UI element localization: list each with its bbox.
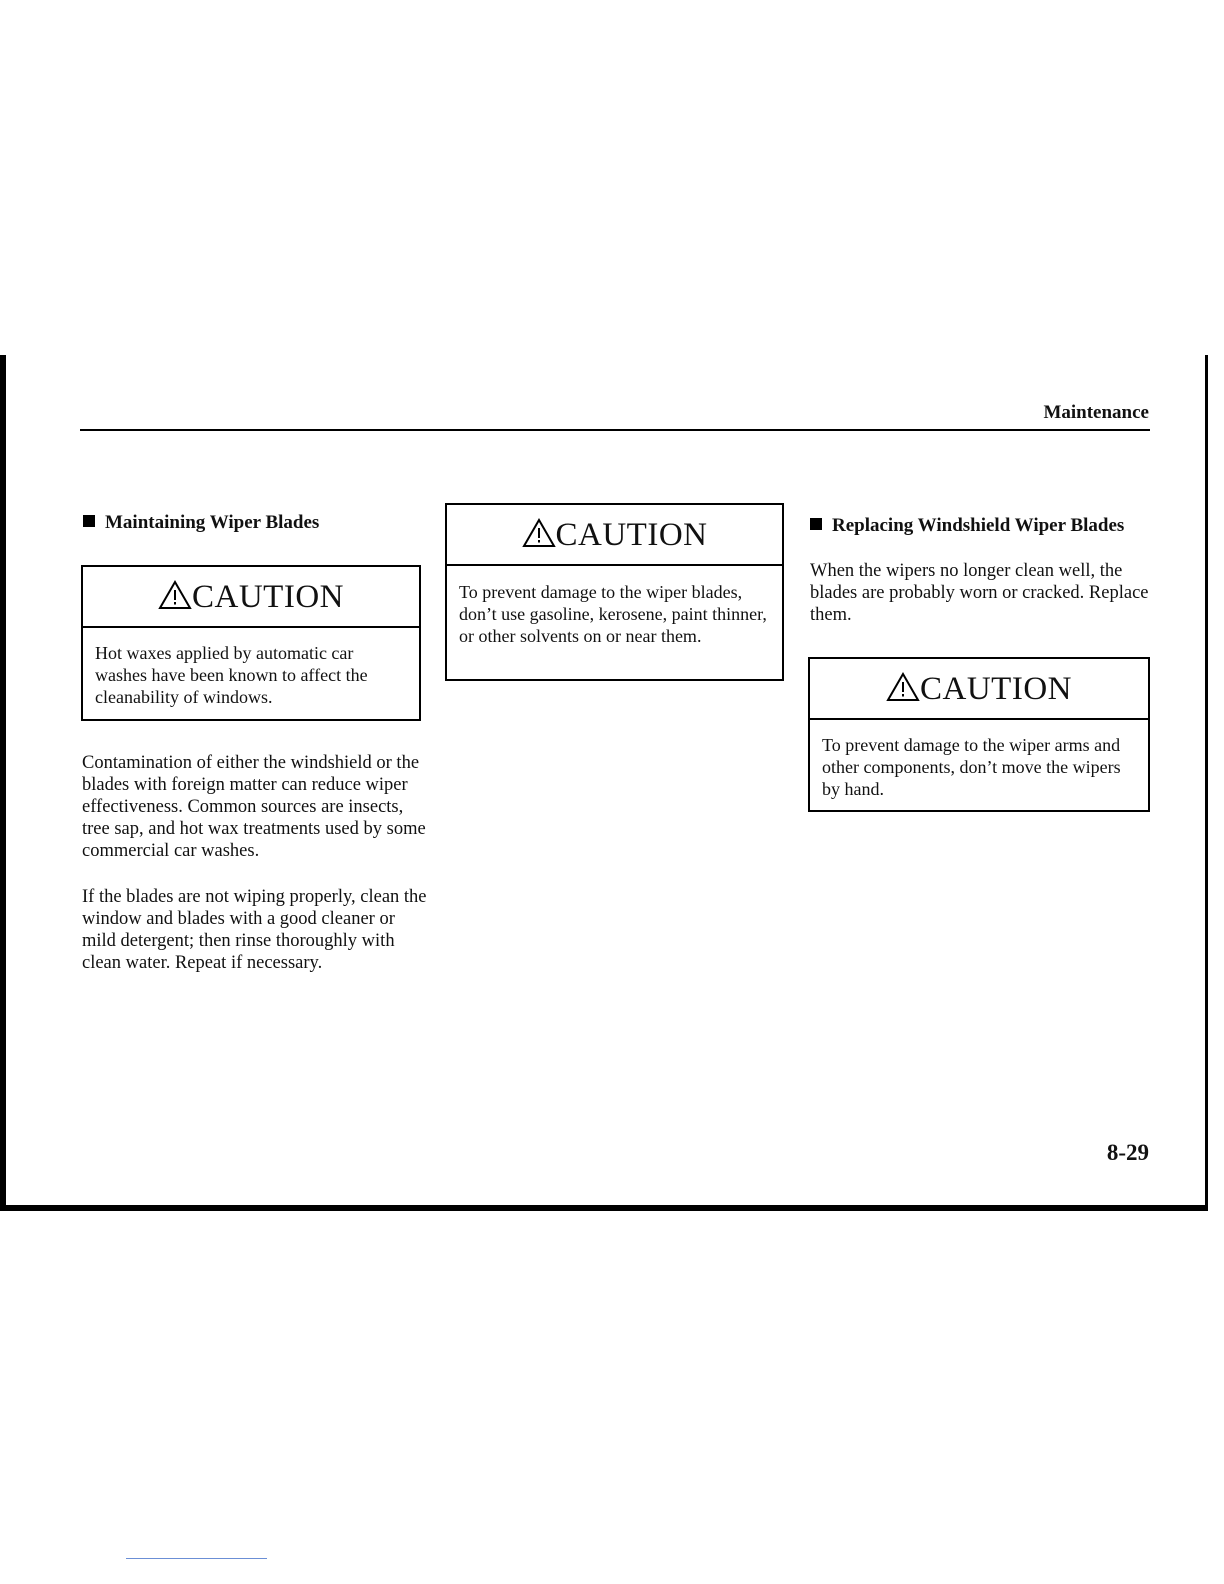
bullet-icon [83, 515, 95, 527]
paragraph-cleaning: If the blades are not wiping properly, clean the window and blades with a good cleaner or mild detergent; then rinse thoroughly with clean water. Repeat if necessary. [82, 887, 427, 973]
paragraph-contamination: Contamination of either the windshield or the blades with foreign matter can reduce wiper effectiveness. Common sources are insects, tree sap, and hot wax treatments used by some commercial car washes. [82, 753, 426, 861]
caution-box-solvents [445, 503, 784, 681]
caution-header [447, 505, 782, 566]
paragraph-replacing: When the wipers no longer clean well, the blades are probably worn or cracked. Replace them. [810, 561, 1149, 625]
heading-maintaining-wiper-blades [83, 512, 319, 534]
caution-header [810, 659, 1148, 720]
caution-title: CAUTION [920, 671, 1072, 707]
heading-text: Replacing Windshield Wiper Blades [832, 515, 1125, 536]
section-title: Maintenance [1043, 402, 1149, 423]
caution-header [83, 567, 419, 628]
caution-text: Hot waxes applied by automatic car washes have been known to affect the cleanability of windows. [95, 643, 368, 707]
caution-text: To prevent damage to the wiper arms and other components, don’t move the wipers by hand. [822, 735, 1121, 799]
heading-text: Maintaining Wiper Blades [105, 512, 320, 533]
caution-box-hot-waxes [81, 565, 421, 721]
warning-triangle-icon [886, 672, 920, 702]
caution-box-wiper-arms [808, 657, 1150, 812]
caution-title: CAUTION [555, 517, 708, 553]
warning-triangle-icon [158, 580, 192, 610]
heading-replacing-wiper-blades [810, 515, 1124, 537]
warning-triangle-icon [522, 518, 556, 548]
page-number: 8-29 [1106, 1140, 1149, 1165]
caution-text: To prevent damage to the wiper blades, don’t use gasoline, kerosene, paint thinner, or other solvents on or near them. [459, 582, 767, 646]
header-rule [80, 429, 1150, 431]
caution-title: CAUTION [192, 579, 344, 615]
bullet-icon [810, 518, 822, 530]
footer-line [126, 1558, 267, 1559]
